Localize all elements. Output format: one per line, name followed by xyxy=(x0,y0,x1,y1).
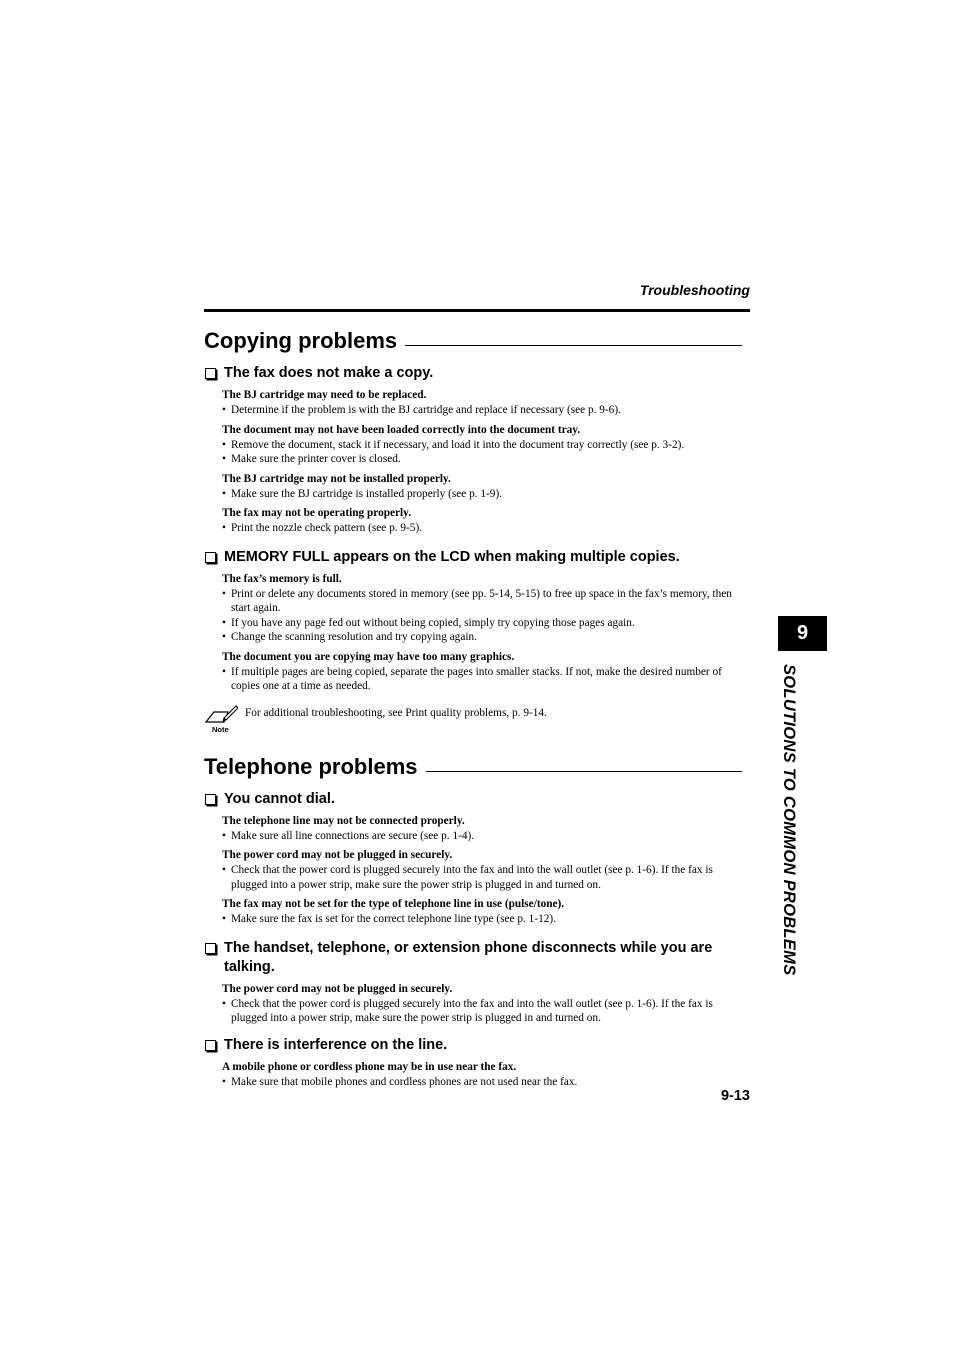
cause-title: The telephone line may not be connected properly. xyxy=(222,814,465,827)
header-rule xyxy=(204,309,750,312)
remedy-item: • Make sure that mobile phones and cordless phones are not used near the fax. xyxy=(222,1075,750,1090)
note-pencil-icon xyxy=(204,704,238,726)
cause-list xyxy=(222,1060,750,1090)
checkbox-bullet-icon xyxy=(205,943,216,954)
remedy-list xyxy=(222,863,750,892)
remedy-list xyxy=(222,912,750,927)
title-rule xyxy=(426,771,742,772)
cause-title: A mobile phone or cordless phone may be in use near the fax. xyxy=(222,1060,517,1073)
cause-title: The BJ cartridge may not be installed properly. xyxy=(222,472,451,485)
checkbox-bullet-icon xyxy=(205,1040,216,1051)
checkbox-bullet-icon xyxy=(205,794,216,805)
cause-title: The BJ cartridge may need to be replaced. xyxy=(222,389,427,401)
remedy-list xyxy=(222,587,750,645)
chapter-title-text: SOLUTIONS TO COMMON PROBLEMS xyxy=(780,664,798,976)
problem-title: The handset, telephone, or extension phone disconnects while you are talking. xyxy=(224,939,713,975)
note-block xyxy=(204,704,750,734)
cause-list xyxy=(222,982,750,1026)
problem-heading xyxy=(204,548,750,567)
remedy-list xyxy=(222,997,750,1026)
page-number: 9-13 xyxy=(720,1088,750,1104)
remedy-item: • Change the scanning resolution and try copying again. xyxy=(222,630,750,645)
remedy-item: • Make sure all line connections are secure (see p. 1-4). xyxy=(222,829,750,844)
cause-list xyxy=(222,572,750,694)
problem-heading xyxy=(204,1036,750,1055)
cause-title: The power cord may not be plugged in securely. xyxy=(222,849,453,861)
cause-title: The document you are copying may have too many graphics. xyxy=(222,650,515,663)
page-content xyxy=(204,326,750,1089)
problem-title: You cannot dial. xyxy=(224,790,335,807)
remedy-list xyxy=(222,438,750,467)
remedy-item: • Print the nozzle check pattern (see p. 9-5). xyxy=(222,521,750,536)
problem-heading xyxy=(204,939,750,977)
remedy-item: • Check that the power cord is plugged securely into the fax and into the wall outlet (see p. 1-6). If the fax is plugged into a power strip, make sure the power strip is plugged in and turned on. xyxy=(222,997,750,1026)
remedy-list xyxy=(222,665,750,694)
cause-title: The power cord may not be plugged in securely. xyxy=(222,982,453,995)
remedy-item: • Print or delete any documents stored in memory (see pp. 5-14, 5-15) to free up space in the fax’s memory, then start again. xyxy=(222,587,750,616)
remedy-item: • If you have any page fed out without being copied, simply try copying those pages again. xyxy=(222,616,750,631)
remedy-item: • Check that the power cord is plugged securely into the fax and into the wall outlet (see p. 1-6). If the fax is plugged into a power strip, make sure the power strip is plugged in and turned on. xyxy=(222,863,750,892)
problem-heading xyxy=(204,790,750,809)
remedy-item: • Make sure the fax is set for the correct telephone line type (see p. 1-12). xyxy=(222,912,750,927)
running-header: Troubleshooting xyxy=(639,282,750,298)
checkbox-bullet-icon xyxy=(205,368,216,379)
problem-heading xyxy=(204,364,750,383)
remedy-item: • Determine if the problem is with the BJ cartridge and replace if necessary (see p. 9-6). xyxy=(222,403,750,418)
remedy-item: • Make sure the printer cover is closed. xyxy=(222,452,750,467)
cause-title: The document may not have been loaded correctly into the document tray. xyxy=(222,423,581,436)
cause-list xyxy=(222,388,750,536)
remedy-item: • Remove the document, stack it if necessary, and load it into the document tray correctly (see p. 3-2). xyxy=(222,438,750,453)
note-label: Note xyxy=(212,724,229,734)
cause-title: The fax may not be set for the type of telephone line in use (pulse/tone). xyxy=(222,898,565,910)
problem-title: The fax does not make a copy. xyxy=(224,365,434,381)
cause-title: The fax’s memory is full. xyxy=(222,572,342,585)
chapter-tab: 9 xyxy=(778,616,827,651)
section-title-telephone xyxy=(204,752,750,782)
problem-title: There is interference on the line. xyxy=(224,1036,448,1053)
remedy-item: • If multiple pages are being copied, separate the pages into smaller stacks. If not, make the desired number of copies one at a time as needed. xyxy=(222,665,750,694)
section-title-text: Telephone problems xyxy=(204,753,418,779)
checkbox-bullet-icon xyxy=(205,552,216,563)
title-rule xyxy=(405,345,742,346)
chapter-side-title xyxy=(779,664,801,1034)
cause-title: The fax may not be operating properly. xyxy=(222,507,412,519)
section-title-text: Copying problems xyxy=(204,328,398,353)
remedy-list xyxy=(222,829,750,844)
remedy-list xyxy=(222,403,750,418)
remedy-list xyxy=(222,521,750,536)
remedy-list xyxy=(222,1075,750,1090)
note-text: For additional troubleshooting, see Print quality problems, p. 9-14. xyxy=(245,706,547,719)
problem-title: MEMORY FULL appears on the LCD when making multiple copies. xyxy=(224,548,680,565)
note-icon-group xyxy=(204,704,245,734)
remedy-item: • Make sure the BJ cartridge is installed properly (see p. 1-9). xyxy=(222,487,750,502)
cause-list xyxy=(222,814,750,927)
remedy-list xyxy=(222,487,750,502)
section-title-copying xyxy=(204,326,750,356)
